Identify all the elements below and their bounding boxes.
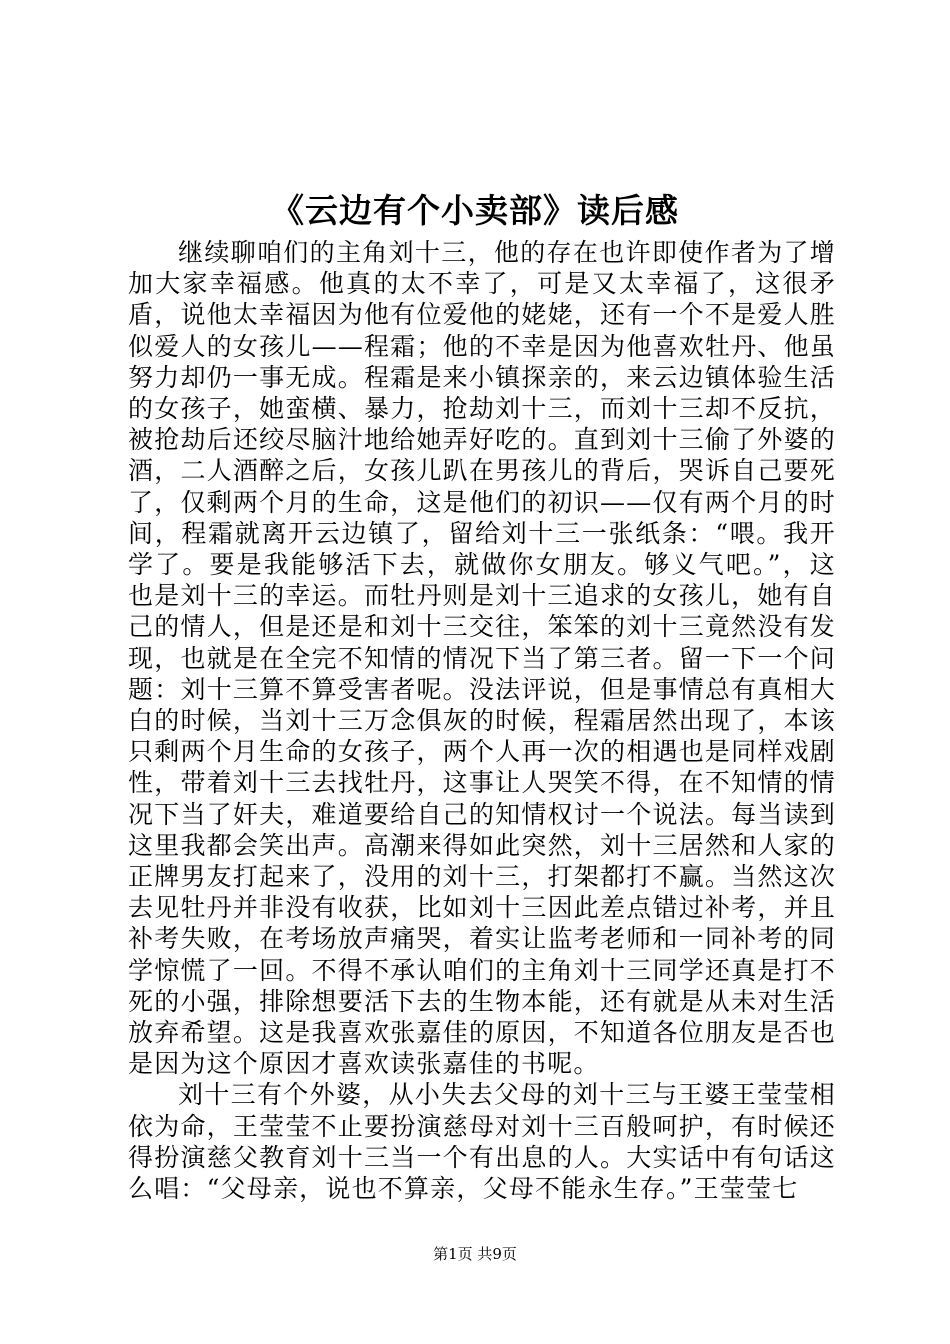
document-body — [128, 237, 836, 1204]
page-number-footer: 第1页 共9页 — [433, 1245, 517, 1263]
document-title: 《云边有个小卖部》读后感 — [271, 191, 679, 230]
paragraph-2: 刘十三有个外婆，从小失去父母的刘十三与王婆王莹莹相依为命，王莹莹不止要扮演慈母对刘十三百般呵护，有时候还得扮演慈父教育刘十三当一个有出息的人。大实话中有句话这么唱：“父母亲，说也不算亲，父母不能永生存。”王莹莹七 — [128, 1080, 836, 1204]
paragraph-1: 继续聊咱们的主角刘十三，他的存在也许即使作者为了增加大家幸福感。他真的太不幸了，可是又太幸福了，这很矛盾，说他太幸福因为他有位爱他的姥姥，还有一个不是爱人胜似爱人的女孩儿——程霜；他的不幸是因为他喜欢牡丹、他虽努力却仍一事无成。程霜是来小镇探亲的，来云边镇体验生活的女孩子，她蛮横、暴力，抢劫刘十三，而刘十三却不反抗，被抢劫后还绞尽脑汁地给她弄好吃的。直到刘十三偷了外婆的酒，二人酒醉之后，女孩儿趴在男孩儿的背后，哭诉自己要死了，仅剩两个月的生命，这是他们的初识——仅有两个月的时间，程霜就离开云边镇了，留给刘十三一张纸条：“喂。我开学了。要是我能够活下去，就做你女朋友。够义气吧。”，这也是刘十三的幸运。而牡丹则是刘十三追求的女孩儿，她有自己的情人，但是还是和刘十三交往，笨笨的刘十三竟然没有发现，也就是在全完不知情的情况下当了第三者。留一下一个问题：刘十三算不算受害者呢。没法评说，但是事情总有真相大白的时候，当刘十三万念俱灰的时候，程霜居然出现了，本该只剩两个月生命的女孩子，两个人再一次的相遇也是同样戏剧性，带着刘十三去找牡丹，这事让人哭笑不得，在不知情的情况下当了奸夫，难道要给自己的知情权讨一个说法。每当读到这里我都会笑出声。高潮来得如此突然，刘十三居然和人家的正牌男友打起来了，没用的刘十三，打架都打不赢。当然这次去见牡丹并非没有收获，比如刘十三因此差点错过补考，并且补考失败，在考场放声痛哭，着实让监考老师和一同补考的同学惊慌了一回。不得不承认咱们的主角刘十三同学还真是打不死的小强，排除想要活下去的生物本能，还有就是从未对生活放弃希望。这是我喜欢张嘉佳的原因，不知道各位朋友是否也是因为这个原因才喜欢读张嘉佳的书呢。 — [128, 238, 836, 1079]
